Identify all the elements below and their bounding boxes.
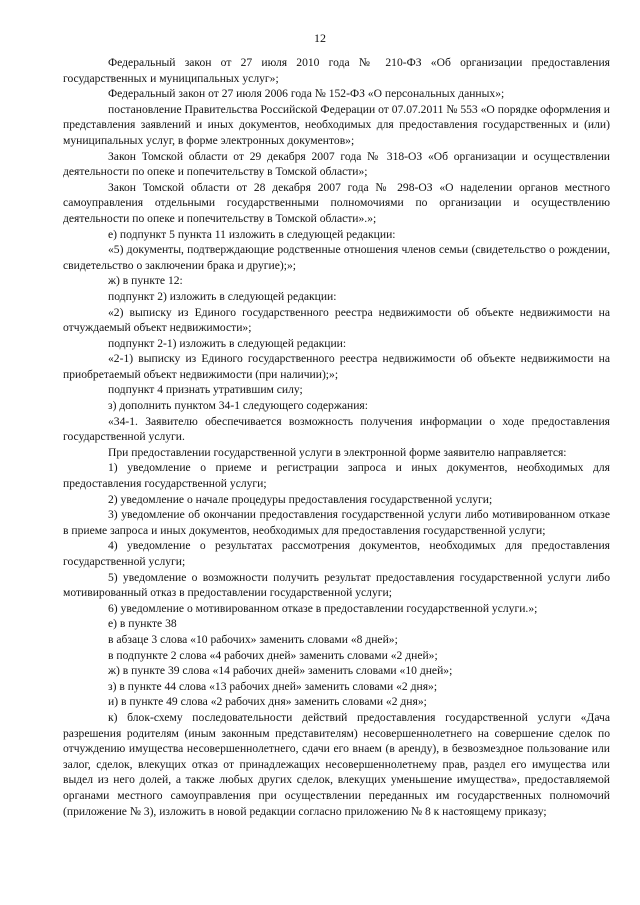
paragraph: «2) выписку из Единого государственного реестра недвижимости об объекте недвижимости на отчуждаемый объект недвижимости»; [63,305,610,335]
paragraph: «34-1. Заявителю обеспечивается возможность получения информации о ходе предоставления государственной услуги. [63,414,610,444]
paragraph: Закон Томской области от 28 декабря 2007 года № 298-ОЗ «О наделении органов местного самоуправления отдельными государственными полномочиями по организации и осуществлению деятельности по опеке и попечительству в Томской области».»; [63,180,610,225]
paragraph: «5) документы, подтверждающие родственные отношения членов семьи (свидетельство о рождении, свидетельство о заключении брака и другие);»; [63,243,610,272]
document-body [63,55,610,819]
paragraph: ж) в пункте 39 слова «14 рабочих дней» заменить словами «10 дней»; [108,664,453,678]
paragraph: Федеральный закон от 27 июля 2010 года № 210-ФЗ «Об организации предоставления государственных и муниципальных услуг»; [63,56,610,85]
paragraph: подпункт 2-1) изложить в следующей редакции: [108,336,347,350]
paragraph: 3) уведомление об окончании предоставления государственной услуги либо мотивированном отказе в приеме запроса и иных документов, необходимых для предоставления государственной услуги; [63,508,610,537]
paragraph: постановление Правительства Российской Федерации от 07.07.2011 № 553 «О порядке оформления и представления заявлений и иных документов, необходимых для предоставления государственных и (или) муниципальных услуг, в форме электронных документов»; [63,102,610,147]
paragraph: з) в пункте 44 слова «13 рабочих дней» заменить словами «2 дня»; [108,679,438,693]
paragraph: к) блок-схему последовательности действий предоставления государственной услуги «Дача разрешения родителям (иным законным представителям) несовершеннолетнего на совершение сделок по отчуждению имущества несовершеннолетнего, сдачи его внаем (в аренду), в безвозмездное пользование или залог, сделок, влекущих отказ от принадлежащих несовершеннолетнему прав, раздел его имущества или выдел из него долей, а также любых других сделок, влекущих уменьшение имущества», предоставляемой органами местного самоуправления при осуществлении переданных им государственных полномочий (приложение № 3), изложить в новой редакции согласно приложению № 8 к настоящему приказу; [63,710,610,818]
paragraph: подпункт 4 признать утратившим силу; [108,383,303,397]
paragraph: 4) уведомление о результатах рассмотрения документов, необходимых для предоставления государственной услуги; [63,539,610,568]
paragraph: «2-1) выписку из Единого государственного реестра недвижимости об объекте недвижимости на приобретаемый объект недвижимости (при наличии);»; [63,352,610,381]
paragraph: 1) уведомление о приеме и регистрации запроса и иных документов, необходимых для предоставления государственной услуги; [63,461,610,491]
paragraph: подпункт 2) изложить в следующей редакции: [108,289,337,303]
paragraph: Федеральный закон от 27 июля 2006 года № 152-ФЗ «О персональных данных»; [108,87,505,101]
paragraph: в подпункте 2 слова «4 рабочих дней» заменить словами «2 дней»; [108,648,438,662]
paragraph: в абзаце 3 слова «10 рабочих» заменить словами «8 дней»; [108,632,398,646]
paragraph: 6) уведомление о мотивированном отказе в предоставлении государственной услуги.»; [108,601,538,615]
paragraph: ж) в пункте 12: [108,274,183,288]
paragraph: и) в пункте 49 слова «2 рабочих дня» заменить словами «2 дня»; [108,695,427,709]
paragraph: е) подпункт 5 пункта 11 изложить в следующей редакции: [108,227,396,241]
page-number: 12 [314,31,326,45]
paragraph: Закон Томской области от 29 декабря 2007 года № 318-ОЗ «Об организации и осуществлении деятельности по опеке и попечительству в Томской области»; [63,149,610,179]
paragraph: 5) уведомление о возможности получить результат предоставления государственной услуги либо мотивированный отказ в предоставлении государственной услуги; [63,570,610,600]
paragraph: 2) уведомление о начале процедуры предоставления государственной услуги; [108,492,493,506]
paragraph: е) в пункте 38 [108,617,177,631]
paragraph: з) дополнить пунктом 34-1 следующего содержания: [108,399,368,413]
paragraph: При предоставлении государственной услуги в электронной форме заявителю направляется: [108,445,567,459]
